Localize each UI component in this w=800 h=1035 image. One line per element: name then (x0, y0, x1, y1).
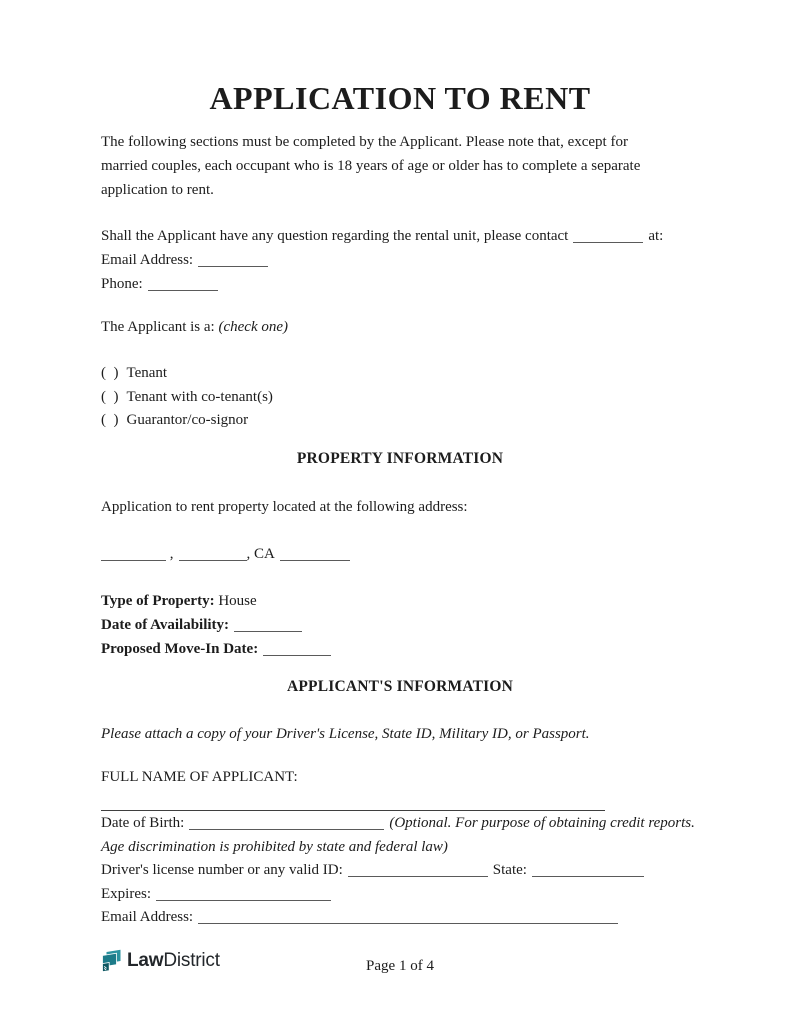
contact-phone-label: Phone: (101, 276, 143, 292)
license-number-blank[interactable] (348, 863, 488, 877)
contact-email-blank[interactable] (198, 253, 268, 267)
address-state-label: , CA (246, 546, 275, 562)
property-details (101, 589, 331, 661)
attach-id-note: Please attach a copy of your Driver's License, State ID, Military ID, or Passport. (101, 726, 590, 742)
expires-line (101, 882, 331, 906)
address-zip-blank[interactable] (280, 547, 350, 561)
contact-line-suffix: at: (648, 228, 664, 244)
applicant-section-heading: APPLICANT'S INFORMATION (286, 678, 514, 695)
expires-label: Expires: (101, 886, 151, 902)
address-street-blank[interactable] (101, 547, 166, 561)
contact-line (101, 224, 663, 248)
property-type-line (101, 589, 331, 613)
expires-blank[interactable] (156, 887, 331, 901)
dob-optional-note: (Optional. For purpose of obtaining credit reports. Age discrimination is prohibited by state and federal law) (101, 815, 695, 855)
intro-paragraph-line: application to rent. (101, 182, 214, 198)
document-title: APPLICATION TO RENT (209, 80, 591, 116)
address-separator: , (166, 546, 174, 562)
dob-line (101, 811, 701, 859)
applicant-email-label: Email Address: (101, 909, 194, 925)
intro-paragraph (101, 130, 640, 202)
page-indicator: Page 1 of 4 (366, 958, 434, 974)
checkbox-parens[interactable]: ( ) (101, 388, 119, 405)
brand-district: District (163, 950, 220, 971)
applicant-type-option[interactable] (101, 386, 273, 410)
applicant-type-check-note: (check one) (218, 319, 289, 335)
contact-name-blank[interactable] (573, 229, 643, 243)
applicant-email-blank[interactable] (198, 910, 618, 924)
full-name-label: FULL NAME OF APPLICANT: (101, 769, 298, 785)
contact-phone-blank[interactable] (148, 277, 218, 291)
intro-paragraph-line: The following sections must be completed by the Applicant. Please note that, except for (101, 134, 628, 150)
applicant-type-prompt (101, 315, 288, 339)
license-label: Driver's license number or any valid ID: (101, 862, 343, 878)
property-type-value: House (218, 593, 257, 609)
availability-blank[interactable] (234, 618, 302, 632)
license-state-label: State: (492, 862, 527, 878)
license-line (101, 858, 644, 882)
property-address-line (101, 542, 350, 566)
address-city-blank[interactable] (179, 547, 247, 561)
applicant-type-option[interactable] (101, 409, 273, 433)
dob-label: Date of Birth: (101, 815, 185, 831)
property-intro: Application to rent property located at the following address: (101, 499, 468, 515)
contact-line-text: Shall the Applicant have any question regarding the rental unit, please contact (101, 228, 569, 244)
full-name-blank[interactable] (101, 800, 605, 811)
movein-line (101, 637, 331, 661)
applicant-email-line (101, 905, 618, 929)
movein-label: Proposed Move-In Date: (101, 641, 259, 657)
contact-email-line (101, 248, 268, 272)
dob-blank[interactable] (189, 816, 384, 830)
property-type-label: Type of Property: (101, 593, 215, 609)
checkbox-parens[interactable]: ( ) (101, 412, 119, 428)
contact-email-label: Email Address: (101, 252, 194, 268)
license-state-blank[interactable] (532, 863, 644, 877)
movein-blank[interactable] (263, 642, 331, 656)
checkbox-parens[interactable]: ( ) (101, 365, 119, 381)
applicant-type-option-label: Guarantor/co-signor (126, 412, 249, 428)
availability-label: Date of Availability: (101, 617, 230, 633)
applicant-type-prompt-text: The Applicant is a: (101, 319, 215, 335)
applicant-type-option[interactable] (101, 362, 273, 386)
applicant-type-option-label: Tenant (126, 365, 168, 381)
property-section-heading: PROPERTY INFORMATION (296, 450, 504, 467)
availability-line (101, 613, 331, 637)
brand-law: Law (127, 950, 164, 971)
contact-phone-line (101, 272, 218, 296)
intro-paragraph-line: married couples, each occupant who is 18 years of age or older has to complete a separate (101, 158, 641, 174)
applicant-type-options (101, 362, 273, 433)
applicant-type-option-label: Tenant with co-tenant(s) (126, 388, 273, 405)
